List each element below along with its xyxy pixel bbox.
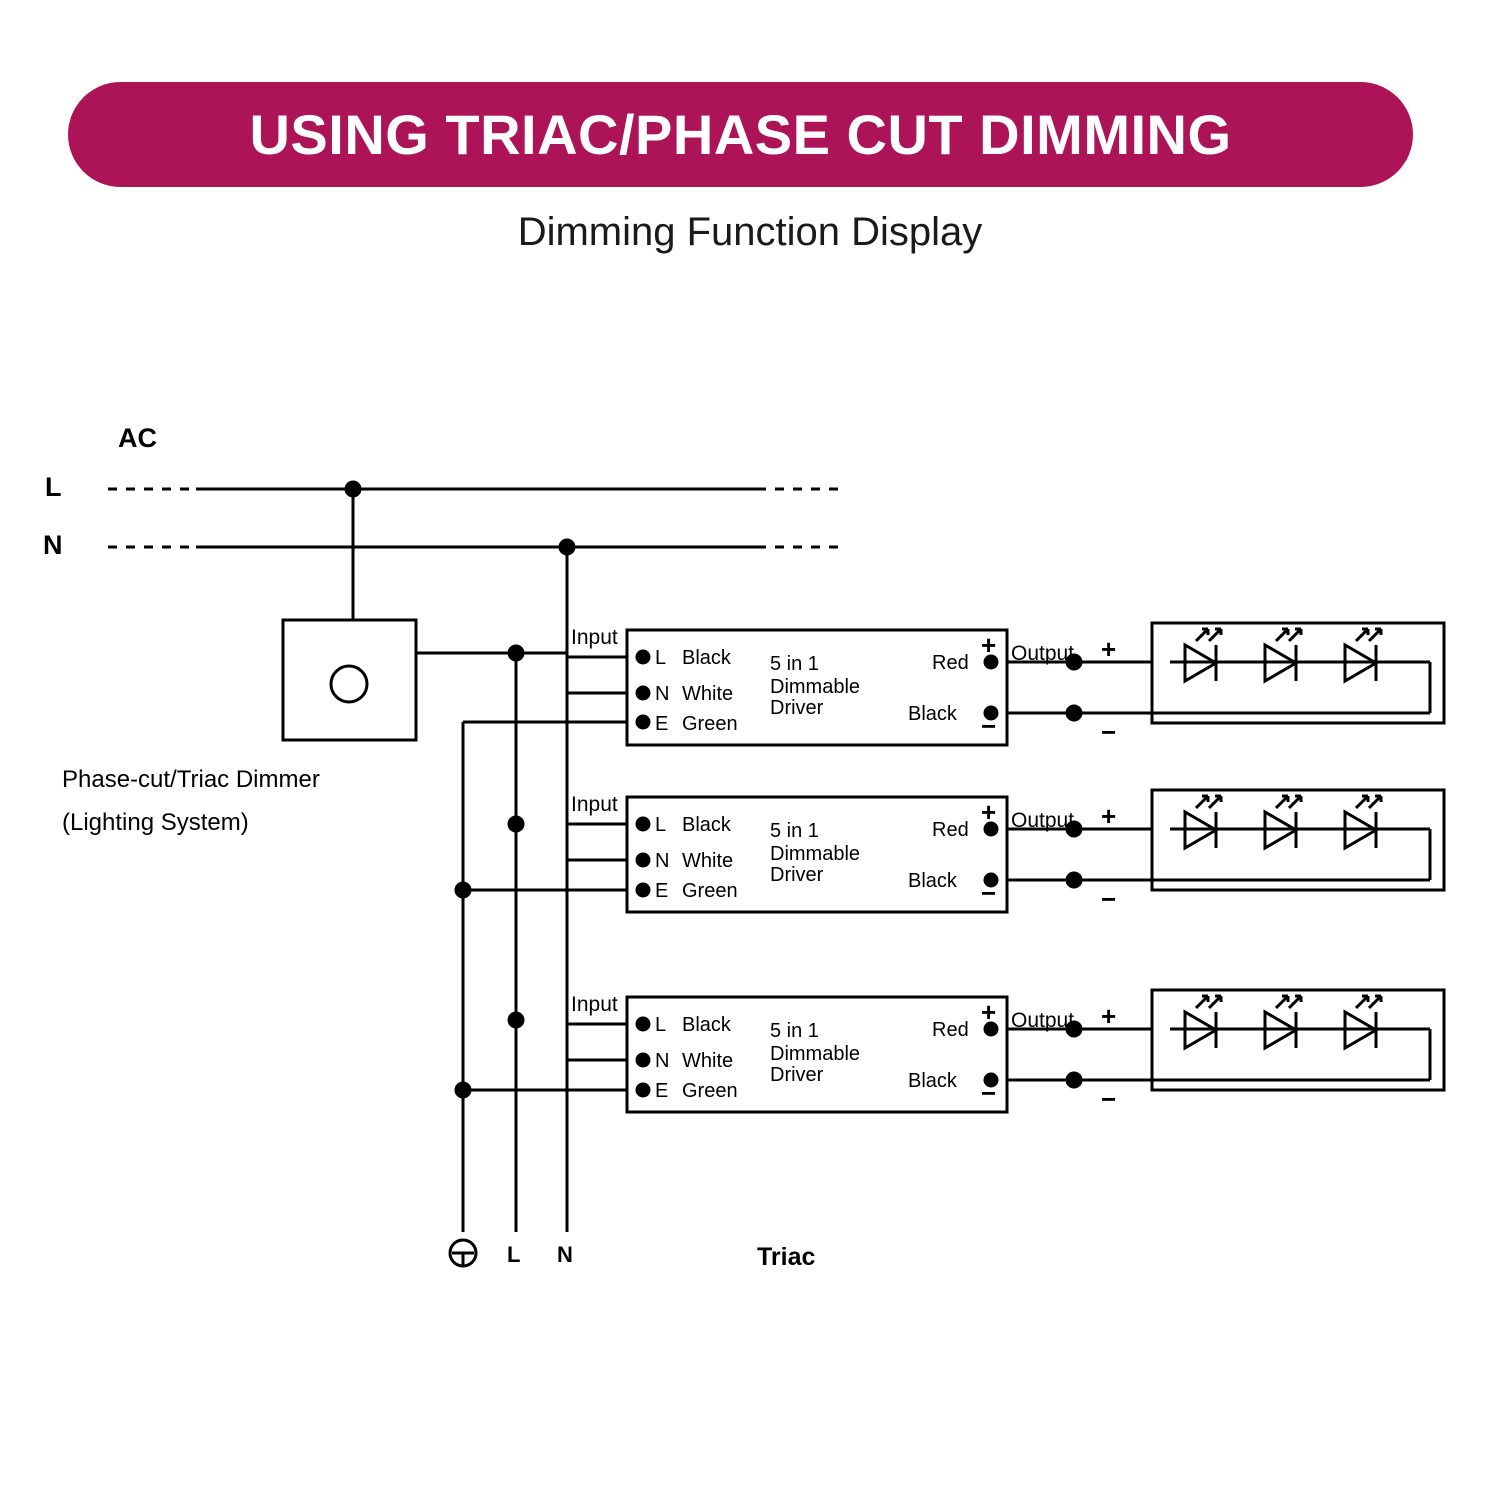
driver-3-term-e-wire: Green bbox=[682, 1080, 738, 1102]
driver1-live-tap-dot bbox=[509, 646, 523, 660]
driver1-terminal-l-dot bbox=[637, 651, 649, 663]
driver-2-term-n-code: N bbox=[655, 850, 670, 872]
driver-1-out-red-label: Red bbox=[932, 652, 969, 674]
load-3-minus-sign: − bbox=[1101, 1084, 1117, 1114]
driver-2-title-line2: Dimmable bbox=[770, 843, 861, 865]
dimmer-knob-icon bbox=[331, 666, 367, 702]
driver-2-term-n-wire: White bbox=[682, 850, 734, 872]
supply-live-label: L bbox=[45, 472, 62, 502]
driver2-live-tap-dot bbox=[509, 817, 523, 831]
driver-2-out-plus-sign: + bbox=[981, 797, 997, 827]
page-title: USING TRIAC/PHASE CUT DIMMING bbox=[249, 103, 1232, 166]
led-symbol-1-3 bbox=[1345, 629, 1381, 681]
triac-caption: Triac bbox=[757, 1243, 816, 1271]
driver-3-term-n-code: N bbox=[655, 1050, 670, 1072]
driver-1-input-label: Input bbox=[571, 626, 618, 649]
bottom-neutral-label: N bbox=[557, 1242, 573, 1267]
driver-2-term-e-wire: Green bbox=[682, 880, 738, 902]
load-2-minus-sign: − bbox=[1101, 884, 1117, 914]
driver-2-term-l-code: L bbox=[655, 814, 667, 836]
driver1-terminal-n-dot bbox=[637, 687, 649, 699]
driver-1-out-plus-sign: + bbox=[981, 630, 997, 660]
driver-1-term-n-wire: White bbox=[682, 683, 734, 705]
load-3-plus-sign: + bbox=[1101, 1001, 1117, 1031]
dimmer-caption-line2: (Lighting System) bbox=[62, 809, 249, 836]
driver-1-term-e-code: E bbox=[655, 713, 669, 735]
driver-1-term-n-code: N bbox=[655, 683, 670, 705]
driver-3-title-line1: 5 in 1 bbox=[770, 1020, 819, 1042]
load-2-plus-sign: + bbox=[1101, 801, 1117, 831]
driver1-terminal-e-dot bbox=[637, 716, 649, 728]
driver-2-term-e-code: E bbox=[655, 880, 669, 902]
driver3-terminal-e-dot bbox=[637, 1084, 649, 1096]
driver-1-title-line1: 5 in 1 bbox=[770, 653, 819, 675]
driver-1-term-e-wire: Green bbox=[682, 713, 738, 735]
driver3-earth-tap-dot bbox=[456, 1083, 470, 1097]
driver2-terminal-e-dot bbox=[637, 884, 649, 896]
driver-2-term-l-wire: Black bbox=[682, 814, 731, 836]
driver-2-title-line1: 5 in 1 bbox=[770, 820, 819, 842]
driver-3-out-plus-sign: + bbox=[981, 997, 997, 1027]
driver-3-term-n-wire: White bbox=[682, 1050, 734, 1072]
driver2-terminal-l-dot bbox=[637, 818, 649, 830]
driver-2-title-line3: Driver bbox=[770, 864, 824, 886]
driver-1-title-line3: Driver bbox=[770, 697, 824, 719]
driver3-out-minus-dot bbox=[1067, 1073, 1081, 1087]
driver-3-term-l-wire: Black bbox=[682, 1014, 731, 1036]
driver-3-out-minus-sign: − bbox=[981, 1078, 997, 1108]
driver-1-title-line2: Dimmable bbox=[770, 676, 861, 698]
driver-1-out-black-label: Black bbox=[908, 703, 957, 725]
driver-2-input-label: Input bbox=[571, 793, 618, 816]
dimmer-box bbox=[283, 620, 416, 740]
supply-neutral-label: N bbox=[43, 530, 63, 560]
led-symbol-2-2 bbox=[1265, 796, 1301, 848]
driver2-terminal-n-dot bbox=[637, 854, 649, 866]
driver-3-out-red-label: Red bbox=[932, 1019, 969, 1041]
driver-2-output-label: Output bbox=[1011, 809, 1075, 832]
driver-3-title-line3: Driver bbox=[770, 1064, 824, 1086]
driver-1-out-minus-sign: − bbox=[981, 711, 997, 741]
load-1-minus-sign: − bbox=[1101, 717, 1117, 747]
driver-1-term-l-wire: Black bbox=[682, 647, 731, 669]
driver-3-term-e-code: E bbox=[655, 1080, 669, 1102]
driver3-terminal-l-dot bbox=[637, 1018, 649, 1030]
driver3-live-tap-dot bbox=[509, 1013, 523, 1027]
driver-3-term-l-code: L bbox=[655, 1014, 667, 1036]
bottom-live-label: L bbox=[507, 1242, 521, 1267]
led-symbol-1-2 bbox=[1265, 629, 1301, 681]
page-subtitle: Dimming Function Display bbox=[517, 210, 983, 254]
dimmer-caption-line1: Phase-cut/Triac Dimmer bbox=[62, 766, 320, 793]
driver-3-title-line2: Dimmable bbox=[770, 1043, 861, 1065]
driver-2-out-black-label: Black bbox=[908, 870, 957, 892]
driver-3-input-label: Input bbox=[571, 993, 618, 1016]
driver-3-out-black-label: Black bbox=[908, 1070, 957, 1092]
driver-1-output-label: Output bbox=[1011, 642, 1075, 665]
driver3-terminal-n-dot bbox=[637, 1054, 649, 1066]
led-symbol-2-3 bbox=[1345, 796, 1381, 848]
ac-label: AC bbox=[118, 423, 157, 453]
led-symbol-3-2 bbox=[1265, 996, 1301, 1048]
led-symbol-3-3 bbox=[1345, 996, 1381, 1048]
driver2-earth-tap-dot bbox=[456, 883, 470, 897]
driver-3-output-label: Output bbox=[1011, 1009, 1075, 1032]
load-1-plus-sign: + bbox=[1101, 634, 1117, 664]
driver2-out-minus-dot bbox=[1067, 873, 1081, 887]
driver1-out-minus-dot bbox=[1067, 706, 1081, 720]
led-symbol-1-1 bbox=[1185, 629, 1221, 681]
driver-2-out-red-label: Red bbox=[932, 819, 969, 841]
led-symbol-2-1 bbox=[1185, 796, 1221, 848]
driver-2-out-minus-sign: − bbox=[981, 878, 997, 908]
led-symbol-3-1 bbox=[1185, 996, 1221, 1048]
driver-1-term-l-code: L bbox=[655, 647, 667, 669]
